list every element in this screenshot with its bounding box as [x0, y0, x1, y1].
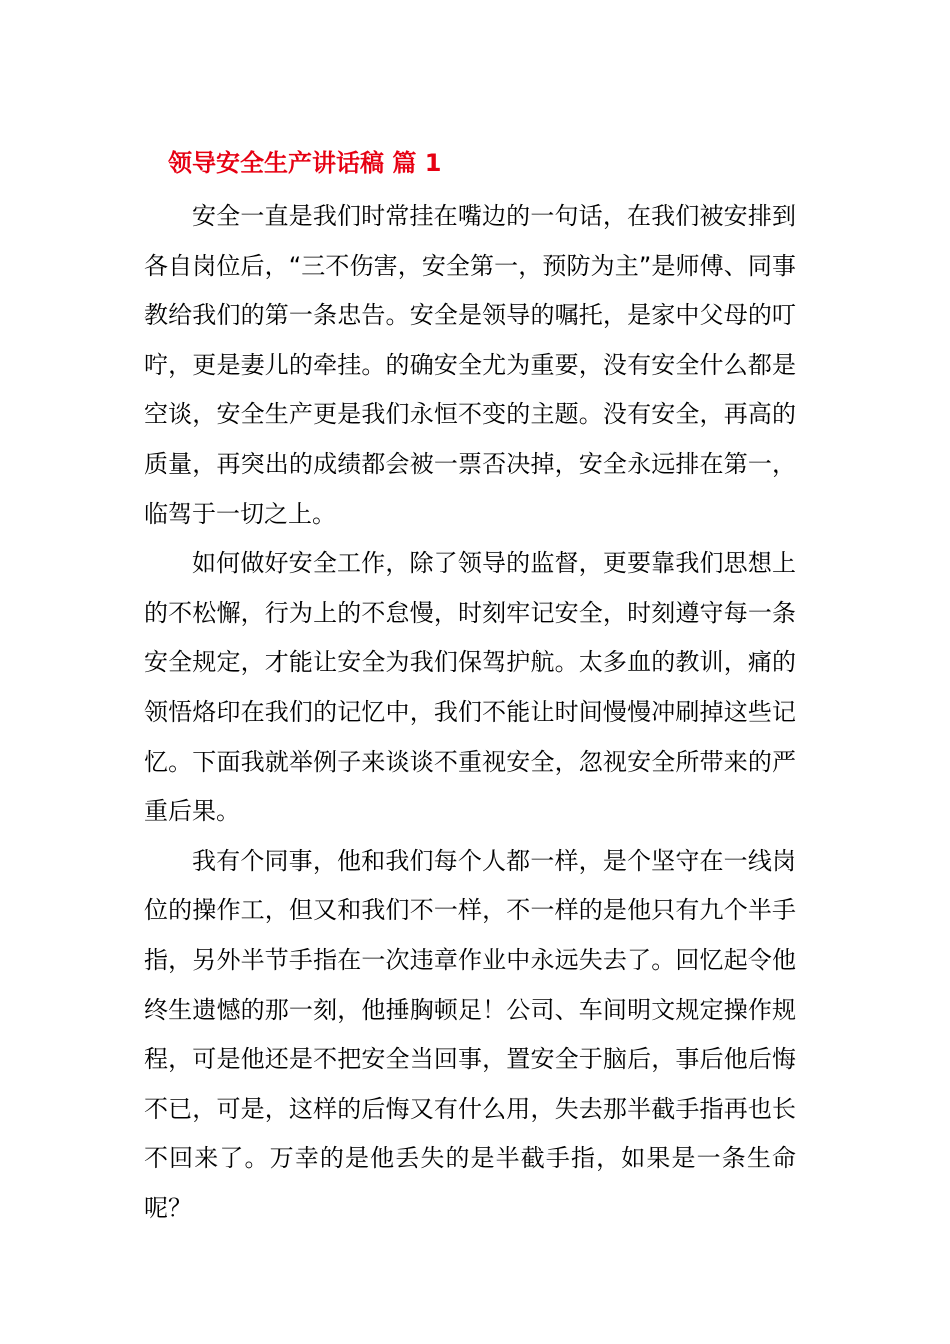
paragraph-1: 安全一直是我们时常挂在嘴边的一句话，在我们被安排到各自岗位后，“三不伤害，安全第一，预防为主”是师傅、同事教给我们的第一条忠告。安全是领导的嘱托，是家中父母的叮咛，更是妻儿的牵挂。的确安全尤为重要，没有安全什么都是空谈，安全生产更是我们永恒不变的主题。没有安全，再高的质量，再突出的成绩都会被一票否决掉，安全永远排在第一，临驾于一切之上。	[144, 202, 796, 528]
document-body	[144, 192, 796, 1233]
paragraph-3: 我有个同事，他和我们每个人都一样，是个坚守在一线岗位的操作工，但又和我们不一样，不一样的是他只有九个半手指，另外半节手指在一次违章作业中永远失去了。回忆起令他终生遗憾的那一刻，他捶胸顿足！公司、车间明文规定操作规程，可是他还是不把安全当回事，置安全于脑后，事后他后悔不已，可是，这样的后悔又有什么用，失去那半截手指再也长不回来了。万幸的是他丢失的是半截手指，如果是一条生命呢？	[144, 846, 796, 1222]
paragraph-2: 如何做好安全工作，除了领导的监督，更要靠我们思想上的不松懈，行为上的不怠慢，时刻牢记安全，时刻遵守每一条安全规定，才能让安全为我们保驾护航。太多血的教训，痛的领悟烙印在我们的记忆中，我们不能让时间慢慢冲刷掉这些记忆。下面我就举例子来谈谈不重视安全，忽视安全所带来的严重后果。	[144, 549, 796, 826]
document-title: 领导安全生产讲话稿 篇 1	[168, 149, 442, 177]
